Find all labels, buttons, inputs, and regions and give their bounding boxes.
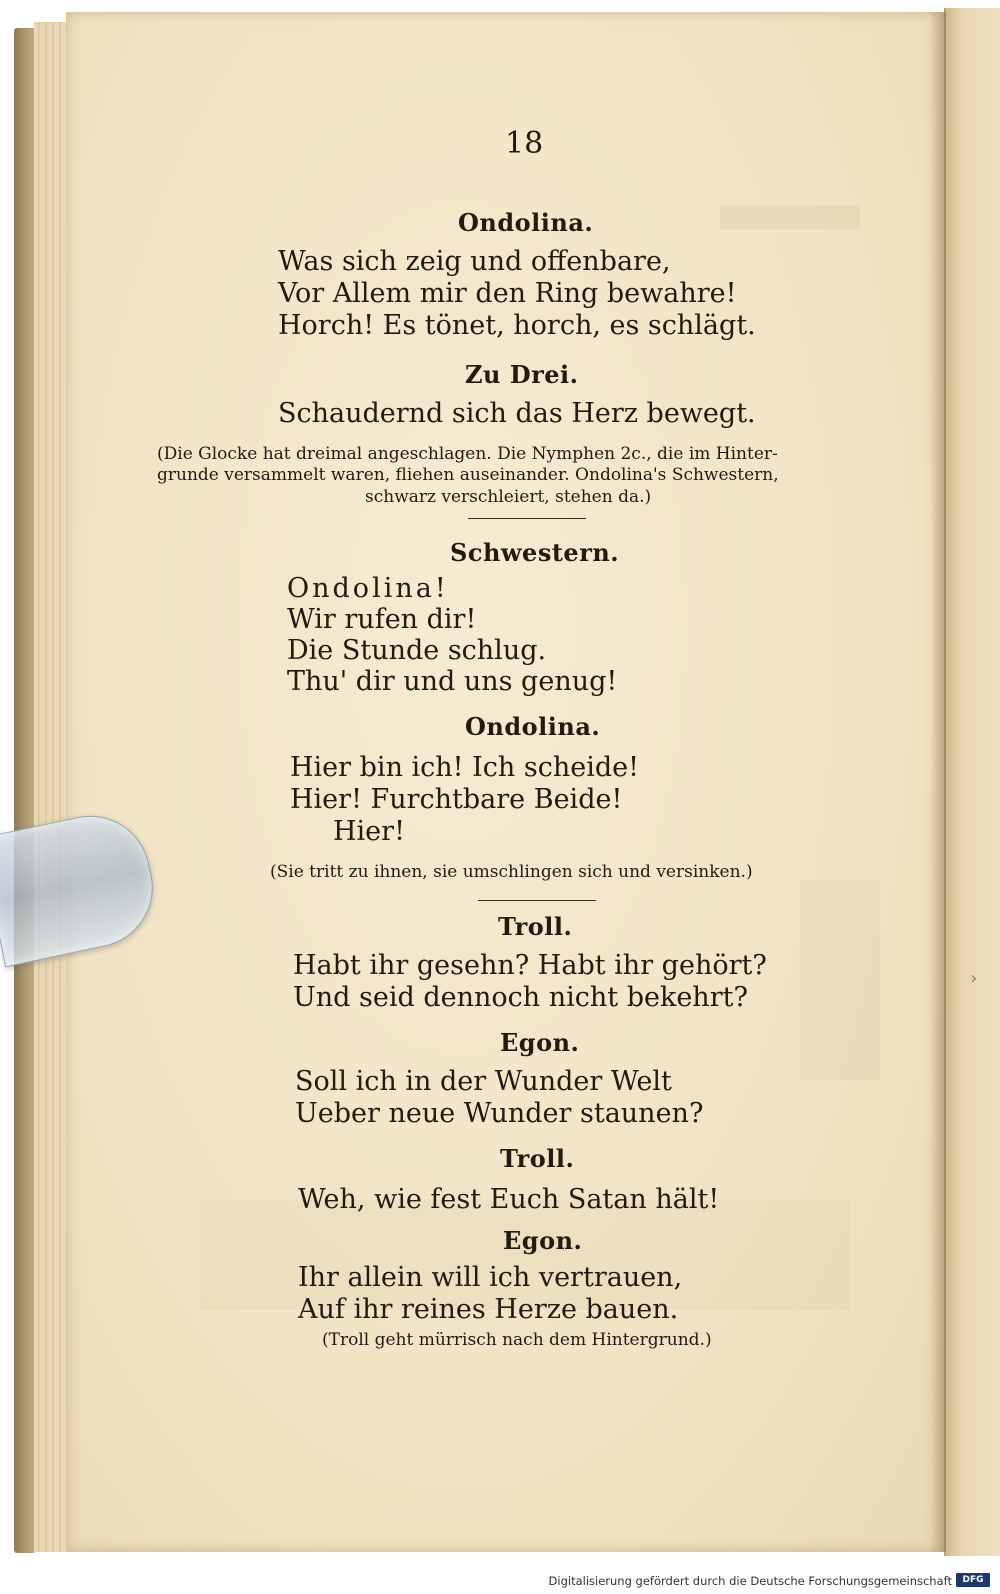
verse-line: Und seid dennoch nicht bekehrt? bbox=[293, 982, 748, 1013]
stage-direction: grunde versammelt waren, fliehen auseinander. Ondolina's Schwestern, bbox=[157, 465, 779, 485]
verse-line: Ihr allein will ich vertrauen, bbox=[298, 1262, 683, 1293]
speaker-heading: Ondolina. bbox=[465, 712, 601, 741]
stage-direction: schwarz verschleiert, stehen da.) bbox=[365, 487, 652, 507]
book-spine bbox=[14, 28, 36, 1553]
verse-line: Ondolina! bbox=[287, 573, 449, 604]
page-number: 18 bbox=[505, 126, 544, 161]
stage-direction: (Troll geht mürrisch nach dem Hintergrund.) bbox=[322, 1330, 712, 1350]
verse-line: Ueber neue Wunder staunen? bbox=[295, 1098, 704, 1129]
speaker-heading: Ondolina. bbox=[458, 208, 594, 237]
verse-line: Wir rufen dir! bbox=[287, 604, 477, 635]
section-divider bbox=[468, 518, 586, 519]
verse-line: Vor Allem mir den Ring bewahre! bbox=[278, 278, 737, 309]
page-edge-mark: › bbox=[970, 968, 978, 989]
stage-direction: (Die Glocke hat dreimal angeschlagen. Die Nymphen 2c., die im Hinter- bbox=[157, 444, 778, 464]
stage-direction: (Sie tritt zu ihnen, sie umschlingen sich und versinken.) bbox=[270, 862, 753, 882]
footer-credit: Digitalisierung gefördert durch die Deutsche Forschungsgemeinschaft bbox=[548, 1574, 952, 1588]
speaker-heading: Troll. bbox=[498, 912, 573, 941]
verse-line: Die Stunde schlug. bbox=[287, 635, 547, 666]
verse-line: Hier! bbox=[333, 816, 405, 847]
verse-line: Hier bin ich! Ich scheide! bbox=[290, 752, 639, 783]
speaker-heading: Egon. bbox=[500, 1028, 580, 1057]
verse-line: Weh, wie fest Euch Satan hält! bbox=[298, 1184, 720, 1215]
verse-line: Habt ihr gesehn? Habt ihr gehört? bbox=[293, 950, 767, 981]
verse-line: Schaudernd sich das Herz bewegt. bbox=[278, 398, 756, 429]
section-divider bbox=[478, 900, 596, 901]
speaker-heading: Schwestern. bbox=[450, 538, 620, 567]
verse-line: Horch! Es tönet, horch, es schlägt. bbox=[278, 310, 756, 341]
speaker-heading: Egon. bbox=[503, 1226, 583, 1255]
speaker-heading: Zu Drei. bbox=[465, 360, 579, 389]
verse-line: Hier! Furchtbare Beide! bbox=[290, 784, 623, 815]
facing-page-edge bbox=[944, 8, 1000, 1556]
verse-line: Auf ihr reines Herze bauen. bbox=[298, 1294, 679, 1325]
verse-line: Thu' dir und uns genug! bbox=[287, 666, 618, 697]
bleed-through-shadow bbox=[720, 205, 860, 229]
bleed-through-shadow bbox=[800, 880, 880, 1080]
verse-line: Was sich zeig und offenbare, bbox=[278, 246, 671, 277]
gutter-shadow bbox=[930, 12, 946, 1552]
speaker-heading: Troll. bbox=[500, 1144, 575, 1173]
verse-line: Soll ich in der Wunder Welt bbox=[295, 1066, 672, 1097]
dfg-logo: DFG bbox=[956, 1573, 990, 1587]
